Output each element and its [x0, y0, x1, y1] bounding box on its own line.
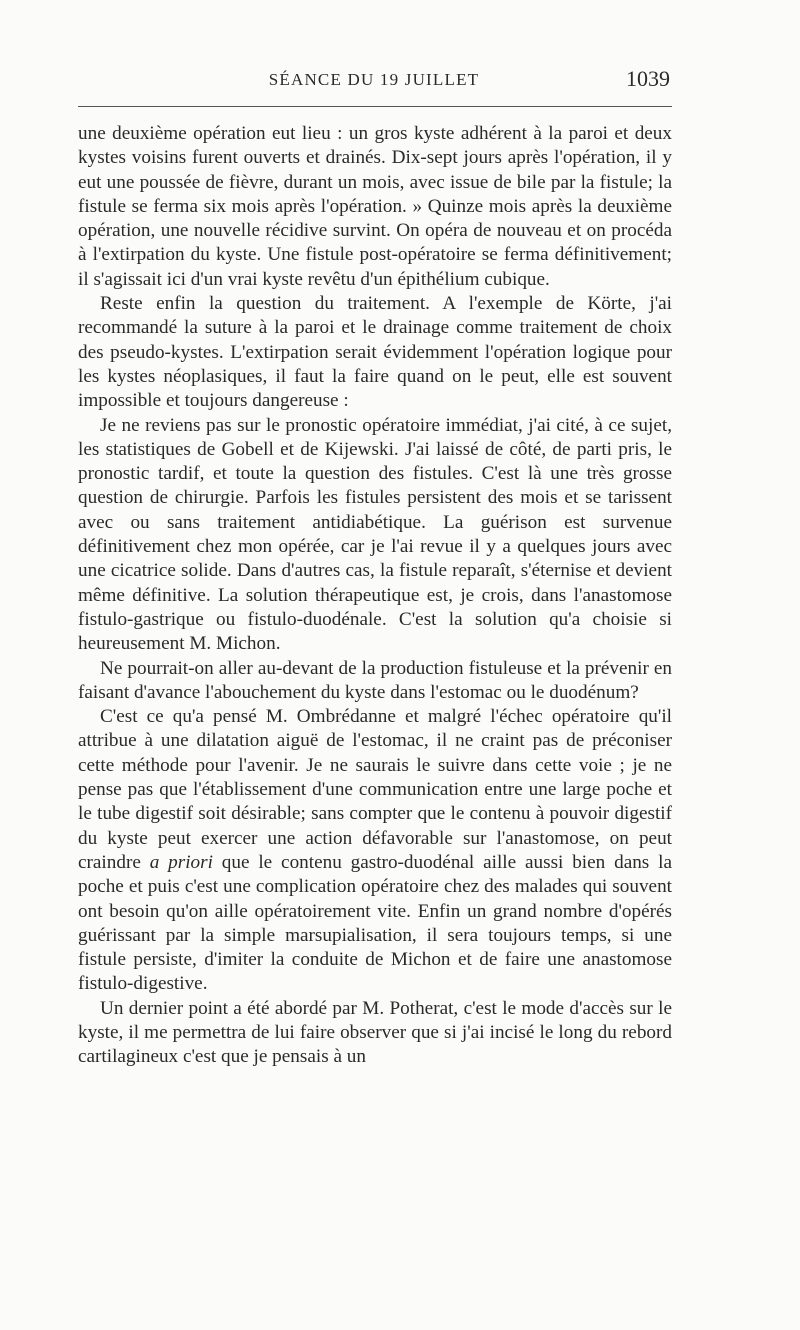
paragraph-text: que le contenu gastro-duodénal aille aussi bien dans la poche et puis c'est une complication opératoire chez des malades qui souvent ont besoin qu'on aille opératoirement vite. Enfin un grand nombre d'opérés guérissant par la simple marsupialisation, il sera toujours temps, si une fistule persiste, d'imiter la conduite de Michon et de faire une anastomose fistulo-digestive. — [78, 851, 672, 995]
page-number: 1039 — [626, 66, 670, 91]
body-text — [78, 122, 672, 1070]
header-rule — [78, 106, 672, 107]
paragraph-text: C'est ce qu'a pensé M. Ombrédanne et malgré l'échec opératoire qu'il attribue à une dilatation aiguë de l'estomac, il ne craint pas de préconiser cette méthode pour l'avenir. Je ne saurais le suivre dans cette voie ; je ne pense pas que l'établissement d'une communication entre une large poche et le tube digestif soit désirable; sans compter que le contenu à pouvoir digestif du kyste peut exercer une action défavorable sur l'anastomose, on peut craindre — [78, 706, 672, 873]
paragraph — [78, 705, 672, 997]
paragraph: Reste enfin la question du traitement. A l'exemple de Körte, j'ai recommandé la suture à la paroi et le drainage comme traitement de choix des pseudo-kystes. L'extirpation serait évidemment l'opération logique pour les kystes néoplasiques, il faut la faire quand on le peut, elle est souvent impossible et toujours dangereuse : — [78, 293, 672, 412]
paragraph: Ne pourrait-on aller au-devant de la production fistuleuse et la prévenir en faisant d'avance l'abouchement du kyste dans l'estomac ou le duodénum? — [78, 657, 672, 703]
running-title: SÉANCE DU 19 JUILLET — [268, 70, 480, 89]
paragraph: une deuxième opération eut lieu : un gros kyste adhérent à la paroi et deux kystes voisins furent ouverts et drainés. Dix-sept jours après l'opération, il y eut une poussée de fièvre, durant un mois, avec issue de bile par la fistule; la fistule se ferma six mois après l'opération. » Quinze mois après la deuxième opération, une nouvelle récidive survint. On opéra de nouveau et on procéda à l'extirpation du kyste. Une fistule post-opératoire se ferma définitivement; il s'agissait ici d'un vrai kyste revêtu d'un épithélium cubique. — [78, 123, 672, 290]
italic-phrase: a priori — [149, 851, 213, 873]
paragraph: Je ne reviens pas sur le pronostic opératoire immédiat, j'ai cité, à ce sujet, les statistiques de Gobell et de Kijewski. J'ai laissé de côté, de parti pris, le pronostic tardif, et toute la question des fistules. C'est là une très grosse question de chirurgie. Parfois les fistules persistent des mois et se tarissent avec ou sans traitement antidiabétique. La guérison est survenue définitivement chez mon opérée, car je l'ai revue il y a quelques jours avec une cicatrice solide. Dans d'autres cas, la fistule reparaît, s'éternise et devient même définitive. La solution thérapeutique est, je crois, dans l'anastomose fistulo-gastrique ou fistulo-duodénale. C'est la solution qu'a choisie si heureusement M. Michon. — [78, 414, 672, 655]
paragraph: Un dernier point a été abordé par M. Potherat, c'est le mode d'accès sur le kyste, il me permettra de lui faire observer que si j'ai incisé le long du rebord cartilagineux c'est que je pensais à un — [78, 997, 672, 1068]
running-head — [78, 66, 670, 92]
